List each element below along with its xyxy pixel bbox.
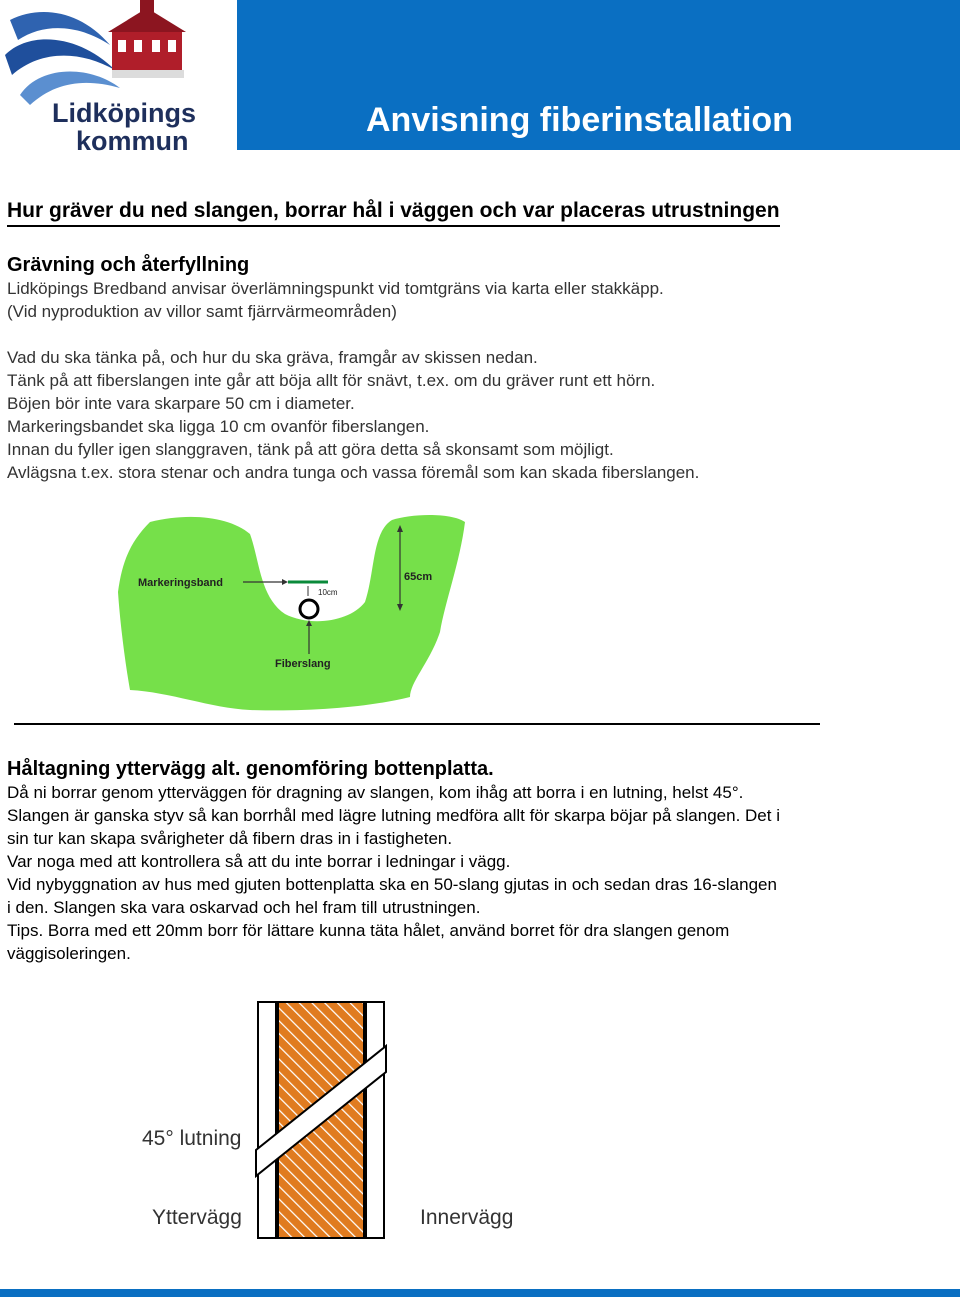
text-line: väggisoleringen. xyxy=(7,944,131,963)
text-line: Böjen bör inte vara skarpare 50 cm i diameter. xyxy=(7,394,355,413)
text-line: Markeringsbandet ska ligga 10 cm ovanför fiberslangen. xyxy=(7,417,430,436)
label-outer-wall: Yttervägg xyxy=(152,1206,242,1229)
section-heading-drilling: Håltagning yttervägg alt. genomföring bottenplatta. xyxy=(7,758,494,780)
paragraph-drilling-instructions xyxy=(7,781,907,965)
paragraph-handover-point xyxy=(7,277,907,323)
outer-wall xyxy=(258,1002,276,1238)
text-line: Vid nybyggnation av hus med gjuten bottenplatta ska en 50-slang gjutas in och sedan dras 16-slangen xyxy=(7,875,777,894)
label-marker-band: Markeringsband xyxy=(138,577,223,589)
trench-shape xyxy=(118,515,465,710)
municipality-church-logo-icon xyxy=(0,0,210,160)
section-heading-digging: Grävning och återfyllning xyxy=(7,254,250,276)
label-depth: 65cm xyxy=(404,571,433,583)
text-line: Tips. Borra med ett 20mm borr för lättare kunna täta hålet, använd borret för dra slangen genom xyxy=(7,921,730,940)
inner-wall xyxy=(366,1002,384,1238)
text-line: Innan du fyller igen slanggraven, tänk på att göra detta så skonsamt som möjligt. xyxy=(7,440,614,459)
main-heading: Hur gräver du ned slangen, borrar hål i väggen och var placeras utrustningen xyxy=(7,197,780,227)
text-line: Avlägsna t.ex. stora stenar och andra tunga och vassa föremål som kan skada fiberslangen. xyxy=(7,463,700,482)
section-divider xyxy=(14,723,820,725)
text-line: sin tur kan skapa svårigheter då fibern dras in i fastigheten. xyxy=(7,829,453,848)
text-line: Lidköpings Bredband anvisar överlämningspunkt vid tomtgräns via karta eller stakkäpp. xyxy=(7,279,664,298)
label-fiber-hose: Fiberslang xyxy=(275,658,331,670)
text-line: Vad du ska tänka på, och hur du ska gräva, framgår av skissen nedan. xyxy=(7,348,538,367)
text-line: (Vid nyproduktion av villor samt fjärrvärmeområden) xyxy=(7,302,397,321)
trench-diagram xyxy=(110,512,480,717)
wall-drilling-diagram xyxy=(130,1000,550,1240)
text-line: Var noga med att kontrollera så att du inte borrar i ledningar i vägg. xyxy=(7,852,511,871)
text-line: Då ni borrar genom ytterväggen för dragning av slangen, kom ihåg att borra i en lutning, helst 45°. xyxy=(7,783,744,802)
label-inner-wall: Innervägg xyxy=(420,1206,514,1229)
municipality-logo xyxy=(0,0,210,160)
paragraph-digging-instructions xyxy=(7,346,907,484)
label-gap: 10cm xyxy=(318,588,338,597)
logo-text-line2: kommun xyxy=(76,126,189,156)
text-line: Slangen är ganska styv så kan borrhål med lägre lutning medföra allt för skarpa böjar på slangen. Det i xyxy=(7,806,780,825)
logo-text-line1: Lidköpings xyxy=(52,98,196,128)
page-title: Anvisning fiberinstallation xyxy=(366,101,793,139)
text-line: Tänk på att fiberslangen inte går att böja allt för snävt, t.ex. om du gräver runt ett hörn. xyxy=(7,371,656,390)
text-line: i den. Slangen ska vara oskarvad och hel fram till utrustningen. xyxy=(7,898,481,917)
label-angle: 45° lutning xyxy=(142,1127,242,1150)
footer-rule xyxy=(0,1289,960,1297)
